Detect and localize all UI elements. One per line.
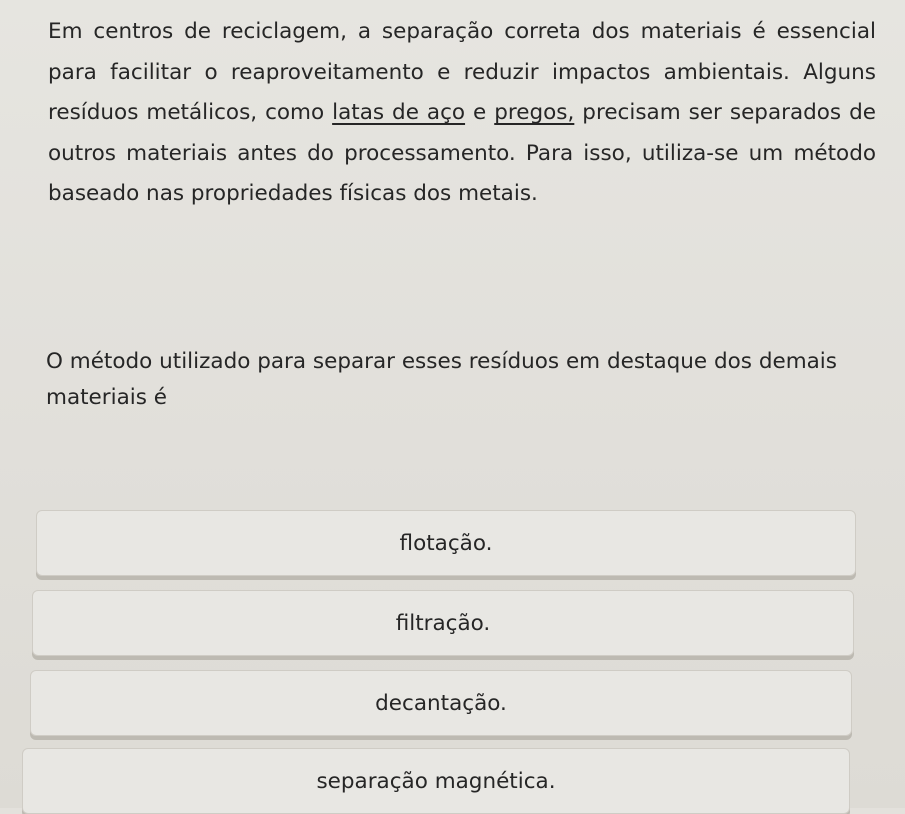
passage-text — [48, 12, 876, 215]
option-separacao-magnetica[interactable] — [22, 748, 850, 814]
option-decantacao[interactable] — [30, 670, 852, 736]
passage-part-1: Em centros de reciclagem, a separação correta dos materiais é essencial para facilitar o reaproveitamento e reduzir impactos ambientais. Alguns resíduos metálicos, como — [48, 19, 876, 125]
answer-options — [28, 470, 860, 808]
option-flotacao[interactable] — [36, 510, 856, 576]
option-filtracao[interactable] — [32, 590, 854, 656]
passage-part-2: precisam ser separados de outros materiais antes do processamento. Para isso, utiliza-se um método baseado nas propriedades físicas dos metais. — [48, 100, 876, 206]
option-label-decantacao: decantação. — [375, 690, 507, 716]
highlight-steel-cans: latas de aço — [332, 100, 466, 125]
question-prompt: O método utilizado para separar esses resíduos em destaque dos demais materiais é — [46, 349, 837, 410]
passage-connector: e — [465, 100, 495, 125]
option-label-flotacao: flotação. — [399, 530, 493, 556]
highlight-nails: pregos, — [494, 100, 575, 125]
option-label-separacao-magnetica: separação magnética. — [316, 768, 556, 794]
option-label-filtracao: filtração. — [395, 610, 491, 636]
